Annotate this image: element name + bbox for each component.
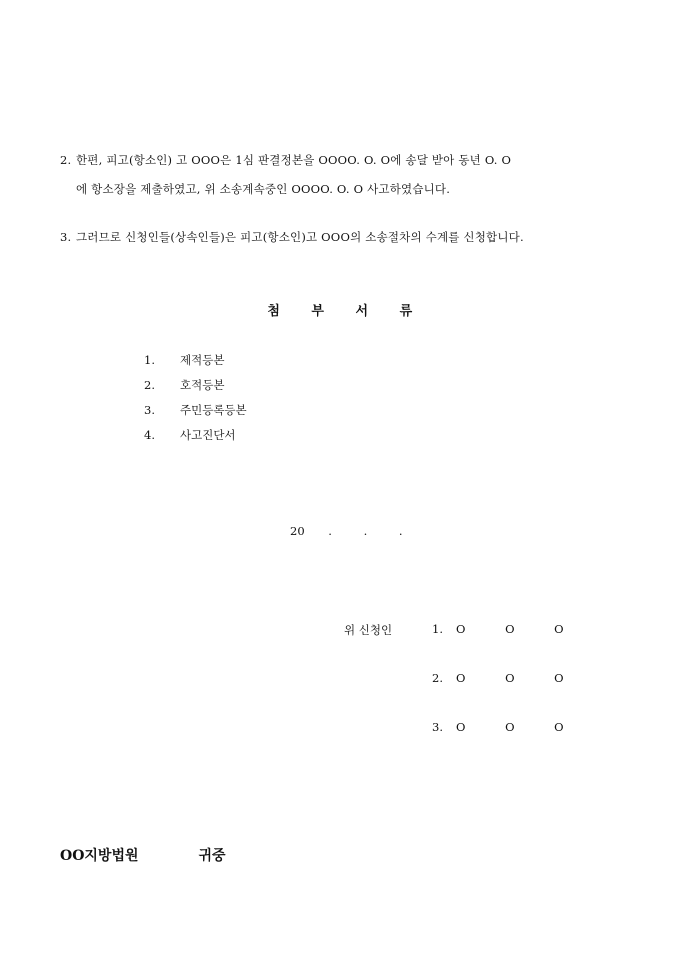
item-number: 2. xyxy=(144,378,155,392)
paragraph-3 xyxy=(60,223,640,252)
court-addressee xyxy=(60,845,226,865)
paragraph-2 xyxy=(60,146,640,204)
heading-char: 부 xyxy=(311,304,325,319)
paragraph-number: 2. xyxy=(60,153,72,167)
court-name: OO지방법원 xyxy=(60,848,139,864)
list-item xyxy=(144,348,247,373)
item-number: 3. xyxy=(144,403,155,417)
signer-name: O O O xyxy=(456,720,582,734)
paragraph-2-line2: 에 항소장을 제출하였고, 위 소송계속중인 OOOO. O. O 사고하였습니다. xyxy=(76,182,451,196)
signer-name: O O O xyxy=(456,671,582,685)
date-dot: . xyxy=(363,524,368,538)
signer-number: 2. xyxy=(432,671,443,685)
paragraph-3-line1 xyxy=(60,223,640,252)
item-label: 제적등본 xyxy=(180,353,225,367)
signer-name: O O O xyxy=(456,622,582,636)
heading-char: 첨 xyxy=(267,304,281,319)
list-item xyxy=(144,398,247,423)
paragraph-text: 그러므로 신청인들(상속인들)은 피고(항소인)고 OOO의 소송절차의 수계를 신청합니다. xyxy=(76,230,524,244)
heading-char: 류 xyxy=(399,304,413,319)
paragraph-number: 3. xyxy=(60,230,72,244)
signer-number: 1. xyxy=(432,622,443,636)
court-suffix: 귀중 xyxy=(198,848,226,864)
paragraph-text: 한편, 피고(항소인) 고 OOO은 1심 판결정본을 OOOO. O. O에 송달 받아 동년 O. O xyxy=(76,153,512,167)
attachments-list xyxy=(144,348,247,448)
heading-char: 서 xyxy=(355,304,369,319)
list-item xyxy=(144,373,247,398)
signer-row xyxy=(432,622,582,636)
applicant-label: 위 신청인 xyxy=(344,623,393,637)
signer-row xyxy=(432,671,582,685)
signer-number: 3. xyxy=(432,720,443,734)
paragraph-2-line1 xyxy=(60,146,640,175)
date-dot: . xyxy=(398,524,403,538)
item-label: 주민등록등본 xyxy=(180,403,247,417)
item-label: 호적등본 xyxy=(180,378,225,392)
item-number: 1. xyxy=(144,353,155,367)
list-item xyxy=(144,423,247,448)
date-line xyxy=(290,524,403,538)
date-dot: . xyxy=(328,524,332,538)
signer-row xyxy=(432,720,582,734)
attachments-heading xyxy=(0,300,680,319)
item-number: 4. xyxy=(144,428,155,442)
item-label: 사고진단서 xyxy=(180,428,236,442)
date-year: 20 xyxy=(290,524,305,538)
